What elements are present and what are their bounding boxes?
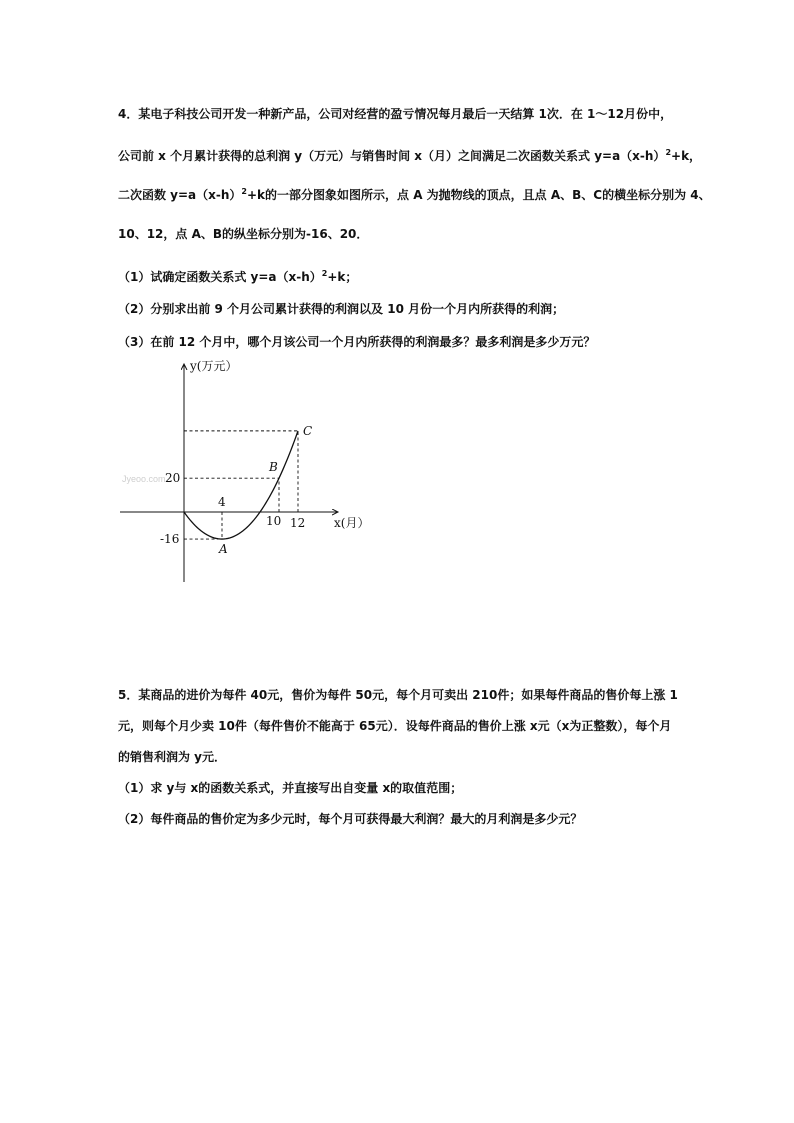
- problem4-line3-text: 二次函数 y=a（x-h）: [118, 188, 242, 202]
- watermark: Jyeoo.com: [122, 474, 166, 484]
- graph-labels: [160, 424, 312, 556]
- problem4-line3: [118, 184, 711, 203]
- problem5-line2: 元，则每个月少卖 10件（每件售价不能高于 65元）．设每件商品的售价上涨 x元（x为正整数），每个月: [118, 719, 672, 733]
- x-tick-10: 10: [266, 514, 282, 528]
- x-tick-12: 12: [290, 516, 306, 530]
- problem4-line1: 4．某电子科技公司开发一种新产品，公司对经营的盈亏情况每月最后一天结算 1次．在 1～12月份中，: [118, 107, 673, 121]
- problem4-line2: [118, 145, 701, 164]
- point-b-label: B: [269, 460, 278, 475]
- exponent: 2: [665, 148, 672, 157]
- question1-tail: +k；: [327, 270, 358, 284]
- problem5-question2: （2）每件商品的售价定为多少元时，每个月可获得最大利润？最大的月利润是多少元？: [118, 812, 583, 826]
- problem4-line2-tail: +k，: [671, 149, 702, 163]
- problem5-question1: （1）求 y与 x的函数关系式，并直接写出自变量 x的取值范围；: [118, 781, 463, 795]
- problem4-question3: （3）在前 12 个月中，哪个月该公司一个月内所获得的利润最多？最多利润是多少万元？: [118, 335, 596, 349]
- problem4-question2: （2）分别求出前 9 个月公司累计获得的利润以及 10 月份一个月内所获得的利润；: [118, 302, 565, 316]
- question1-text: （1）试确定函数关系式 y=a（x-h）: [118, 270, 322, 284]
- problem5-line1: 5．某商品的进价为每件 40元，售价为每件 50元，每个月可卖出 210件；如果每件商品的售价每上涨 1: [118, 688, 678, 702]
- y-axis-label: y(万元）: [190, 359, 238, 373]
- x-axis-label: x(月）: [334, 516, 370, 530]
- exponent: 2: [241, 187, 247, 196]
- y-tick-neg16: -16: [160, 532, 180, 547]
- problem4-line2-text: 公司前 x 个月累计获得的总利润 y（万元）与销售时间 x（月）之间满足二次函数关系式 y=a（x-h）: [118, 149, 666, 163]
- point-a-label: A: [219, 542, 228, 557]
- point-c-label: C: [303, 423, 313, 438]
- x-tick-4: 4: [218, 495, 226, 509]
- parabola-graph: [112, 352, 392, 592]
- y-tick-20: 20: [165, 471, 181, 486]
- exponent: 2: [321, 269, 328, 278]
- problem4-line4: 10、12，点 A、B的纵坐标分别为-16、20．: [118, 227, 369, 241]
- problem4-line3-tail: +k的一部分图象如图所示，点 A 为抛物线的顶点，且点 A、B、C的横坐标分别为 4、: [247, 188, 711, 202]
- problem5-line3: 的销售利润为 y元．: [118, 750, 227, 764]
- problem4-question1: [118, 266, 357, 285]
